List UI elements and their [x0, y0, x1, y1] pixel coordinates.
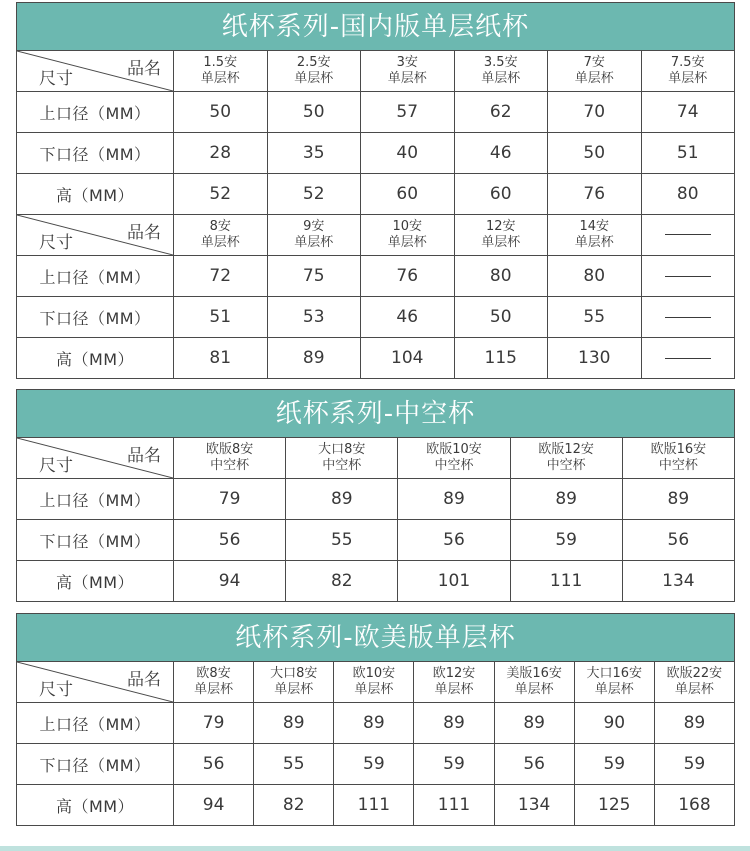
header-corner-cell [17, 662, 174, 703]
product-type: 中空杯 [658, 458, 698, 473]
product-name-cell [454, 51, 548, 92]
value-cell: 56 [494, 744, 574, 785]
product-type: 单层杯 [200, 235, 240, 250]
product-name-cell [548, 51, 642, 92]
row-height [17, 785, 735, 826]
product-type: 单层杯 [574, 235, 614, 250]
product-name-label: 品名 [127, 670, 161, 690]
product-type: 单层杯 [294, 235, 334, 250]
product-capacity: 欧版10安 [426, 442, 482, 457]
product-capacity: 14安 [579, 219, 610, 234]
value-cell: 55 [548, 297, 642, 338]
product-capacity: 7.5安 [670, 55, 705, 70]
product-type: 中空杯 [434, 458, 474, 473]
product-capacity: 大口8安 [318, 442, 366, 457]
spec-table [16, 50, 735, 379]
header-row [17, 215, 735, 256]
product-type: 单层杯 [387, 235, 427, 250]
product-capacity: 12安 [485, 219, 516, 234]
value-cell: 72 [174, 256, 268, 297]
product-name-cell [361, 51, 455, 92]
product-name-cell [510, 438, 622, 479]
row-label: 上口径（MM） [17, 479, 174, 520]
row-bottom-diameter [17, 520, 735, 561]
section-domestic-single-layer [16, 2, 735, 379]
row-top-diameter [17, 479, 735, 520]
product-type: 单层杯 [481, 235, 521, 250]
section-title: 纸杯系列-国内版单层纸杯 [16, 2, 735, 50]
product-type: 单层杯 [434, 682, 474, 697]
header-corner-cell [17, 51, 174, 92]
product-name-cell [361, 215, 455, 256]
value-cell: 59 [334, 744, 414, 785]
value-cell: 89 [654, 703, 734, 744]
value-cell: 115 [454, 338, 548, 379]
row-height [17, 174, 735, 215]
product-capacity: 8安 [209, 219, 231, 234]
product-name-cell [641, 215, 735, 256]
value-cell: 134 [622, 561, 734, 602]
spec-table [16, 437, 735, 602]
product-type: 单层杯 [354, 682, 394, 697]
product-type: 单层杯 [594, 682, 634, 697]
value-cell: 74 [641, 92, 735, 133]
value-cell: 89 [254, 703, 334, 744]
value-cell: 59 [414, 744, 494, 785]
value-cell: 56 [622, 520, 734, 561]
section-western-single-layer [16, 613, 735, 826]
value-cell: 53 [267, 297, 361, 338]
header-corner-cell [17, 215, 174, 256]
value-cell: 40 [361, 133, 455, 174]
row-label: 上口径（MM） [17, 256, 174, 297]
product-capacity: 3安 [396, 55, 418, 70]
product-name-cell [654, 662, 734, 703]
value-cell: 52 [174, 174, 268, 215]
value-cell: 50 [174, 92, 268, 133]
product-type: 单层杯 [514, 682, 554, 697]
product-name-cell [174, 51, 268, 92]
product-name-cell [267, 51, 361, 92]
product-name-cell [254, 662, 334, 703]
size-label: 尺寸 [39, 233, 73, 253]
product-name-cell [398, 438, 510, 479]
product-name-cell [454, 215, 548, 256]
value-cell: 55 [254, 744, 334, 785]
size-label: 尺寸 [39, 680, 73, 700]
row-bottom-diameter [17, 744, 735, 785]
value-cell: 62 [454, 92, 548, 133]
product-name-cell [641, 51, 735, 92]
row-label: 上口径（MM） [17, 92, 174, 133]
section-hollow-cup [16, 389, 735, 602]
product-capacity: 2.5安 [296, 55, 331, 70]
product-type: 单层杯 [668, 71, 708, 86]
header-row [17, 662, 735, 703]
product-capacity: 大口8安 [270, 666, 318, 681]
product-type: 单层杯 [674, 682, 714, 697]
value-cell: 101 [398, 561, 510, 602]
row-height [17, 338, 735, 379]
row-label: 高（MM） [17, 785, 174, 826]
product-capacity: 大口16安 [586, 666, 643, 681]
product-capacity: 9安 [303, 219, 325, 234]
value-cell: 51 [174, 297, 268, 338]
product-capacity: 欧版22安 [666, 666, 723, 681]
product-name-cell [174, 438, 286, 479]
product-type: 单层杯 [194, 682, 234, 697]
value-cell: 82 [286, 561, 398, 602]
value-cell: 89 [286, 479, 398, 520]
value-cell: 56 [398, 520, 510, 561]
value-cell: 76 [361, 256, 455, 297]
product-capacity: 欧版8安 [205, 442, 254, 457]
product-capacity: 欧8安 [196, 666, 231, 681]
empty-dash [665, 276, 711, 277]
section-title: 纸杯系列-中空杯 [16, 389, 735, 437]
value-cell: 89 [398, 479, 510, 520]
product-name-label: 品名 [127, 59, 161, 79]
row-top-diameter [17, 256, 735, 297]
header-corner-cell [17, 438, 174, 479]
value-cell: 56 [174, 744, 254, 785]
value-cell: 79 [174, 479, 286, 520]
value-cell: 28 [174, 133, 268, 174]
value-cell: 50 [548, 133, 642, 174]
value-cell: 80 [641, 174, 735, 215]
value-cell: 80 [548, 256, 642, 297]
product-capacity: 欧版16安 [650, 442, 707, 457]
row-label: 上口径（MM） [17, 703, 174, 744]
product-type: 单层杯 [481, 71, 521, 86]
product-name-label: 品名 [127, 446, 161, 466]
value-cell: 90 [574, 703, 654, 744]
value-cell: 59 [510, 520, 622, 561]
size-label: 尺寸 [39, 456, 73, 476]
product-type: 单层杯 [274, 682, 314, 697]
value-cell: 134 [494, 785, 574, 826]
value-cell: 111 [334, 785, 414, 826]
product-capacity: 10安 [392, 219, 423, 234]
row-top-diameter [17, 92, 735, 133]
product-name-cell [548, 215, 642, 256]
product-capacity: 3.5安 [483, 55, 518, 70]
value-cell: 89 [494, 703, 574, 744]
empty-dash [665, 234, 711, 235]
value-cell: 70 [548, 92, 642, 133]
product-capacity: 欧10安 [352, 666, 396, 681]
value-cell: 59 [654, 744, 734, 785]
row-label: 下口径（MM） [17, 133, 174, 174]
value-cell: 79 [174, 703, 254, 744]
product-type: 中空杯 [546, 458, 586, 473]
value-cell: 76 [548, 174, 642, 215]
value-cell: 104 [361, 338, 455, 379]
value-cell: 89 [267, 338, 361, 379]
value-cell: 125 [574, 785, 654, 826]
value-cell: 50 [267, 92, 361, 133]
value-cell: 130 [548, 338, 642, 379]
product-name-cell [622, 438, 734, 479]
product-type: 单层杯 [387, 71, 427, 86]
value-cell: 89 [622, 479, 734, 520]
product-type: 单层杯 [200, 71, 240, 86]
product-capacity: 7安 [583, 55, 605, 70]
product-capacity: 欧版12安 [538, 442, 594, 457]
row-label: 高（MM） [17, 561, 174, 602]
value-cell: 81 [174, 338, 268, 379]
value-cell: 57 [361, 92, 455, 133]
value-cell: 51 [641, 133, 735, 174]
value-cell: 60 [361, 174, 455, 215]
spec-table [16, 661, 735, 826]
value-cell: 75 [267, 256, 361, 297]
header-row [17, 51, 735, 92]
product-capacity: 1.5安 [203, 55, 238, 70]
product-capacity: 欧12安 [432, 666, 476, 681]
value-cell: 50 [454, 297, 548, 338]
product-type: 单层杯 [574, 71, 614, 86]
value-cell: 80 [454, 256, 548, 297]
value-cell: 89 [414, 703, 494, 744]
value-cell [641, 297, 735, 338]
value-cell: 55 [286, 520, 398, 561]
value-cell: 46 [361, 297, 455, 338]
value-cell: 94 [174, 785, 254, 826]
product-name-cell [267, 215, 361, 256]
product-name-cell [174, 215, 268, 256]
value-cell: 168 [654, 785, 734, 826]
row-label: 下口径（MM） [17, 744, 174, 785]
product-name-cell [286, 438, 398, 479]
row-label: 高（MM） [17, 174, 174, 215]
value-cell: 52 [267, 174, 361, 215]
product-name-cell [414, 662, 494, 703]
value-cell: 82 [254, 785, 334, 826]
bottom-divider [0, 846, 750, 851]
product-type: 中空杯 [210, 458, 250, 473]
product-name-cell [334, 662, 414, 703]
value-cell [641, 338, 735, 379]
empty-dash [665, 358, 711, 359]
value-cell: 56 [174, 520, 286, 561]
product-name-cell [174, 662, 254, 703]
value-cell: 111 [510, 561, 622, 602]
row-bottom-diameter [17, 133, 735, 174]
row-height [17, 561, 735, 602]
section-title: 纸杯系列-欧美版单层杯 [16, 613, 735, 661]
header-row [17, 438, 735, 479]
product-type: 中空杯 [322, 458, 362, 473]
row-top-diameter [17, 703, 735, 744]
value-cell [641, 256, 735, 297]
value-cell: 94 [174, 561, 286, 602]
row-label: 下口径（MM） [17, 297, 174, 338]
size-label: 尺寸 [39, 69, 73, 89]
empty-dash [665, 317, 711, 318]
value-cell: 89 [334, 703, 414, 744]
value-cell: 35 [267, 133, 361, 174]
value-cell: 89 [510, 479, 622, 520]
product-name-cell [494, 662, 574, 703]
product-name-cell [574, 662, 654, 703]
row-label: 下口径（MM） [17, 520, 174, 561]
value-cell: 111 [414, 785, 494, 826]
row-bottom-diameter [17, 297, 735, 338]
value-cell: 59 [574, 744, 654, 785]
value-cell: 46 [454, 133, 548, 174]
row-label: 高（MM） [17, 338, 174, 379]
product-capacity: 美版16安 [506, 666, 562, 681]
product-type: 单层杯 [294, 71, 334, 86]
product-name-label: 品名 [127, 223, 161, 243]
value-cell: 60 [454, 174, 548, 215]
